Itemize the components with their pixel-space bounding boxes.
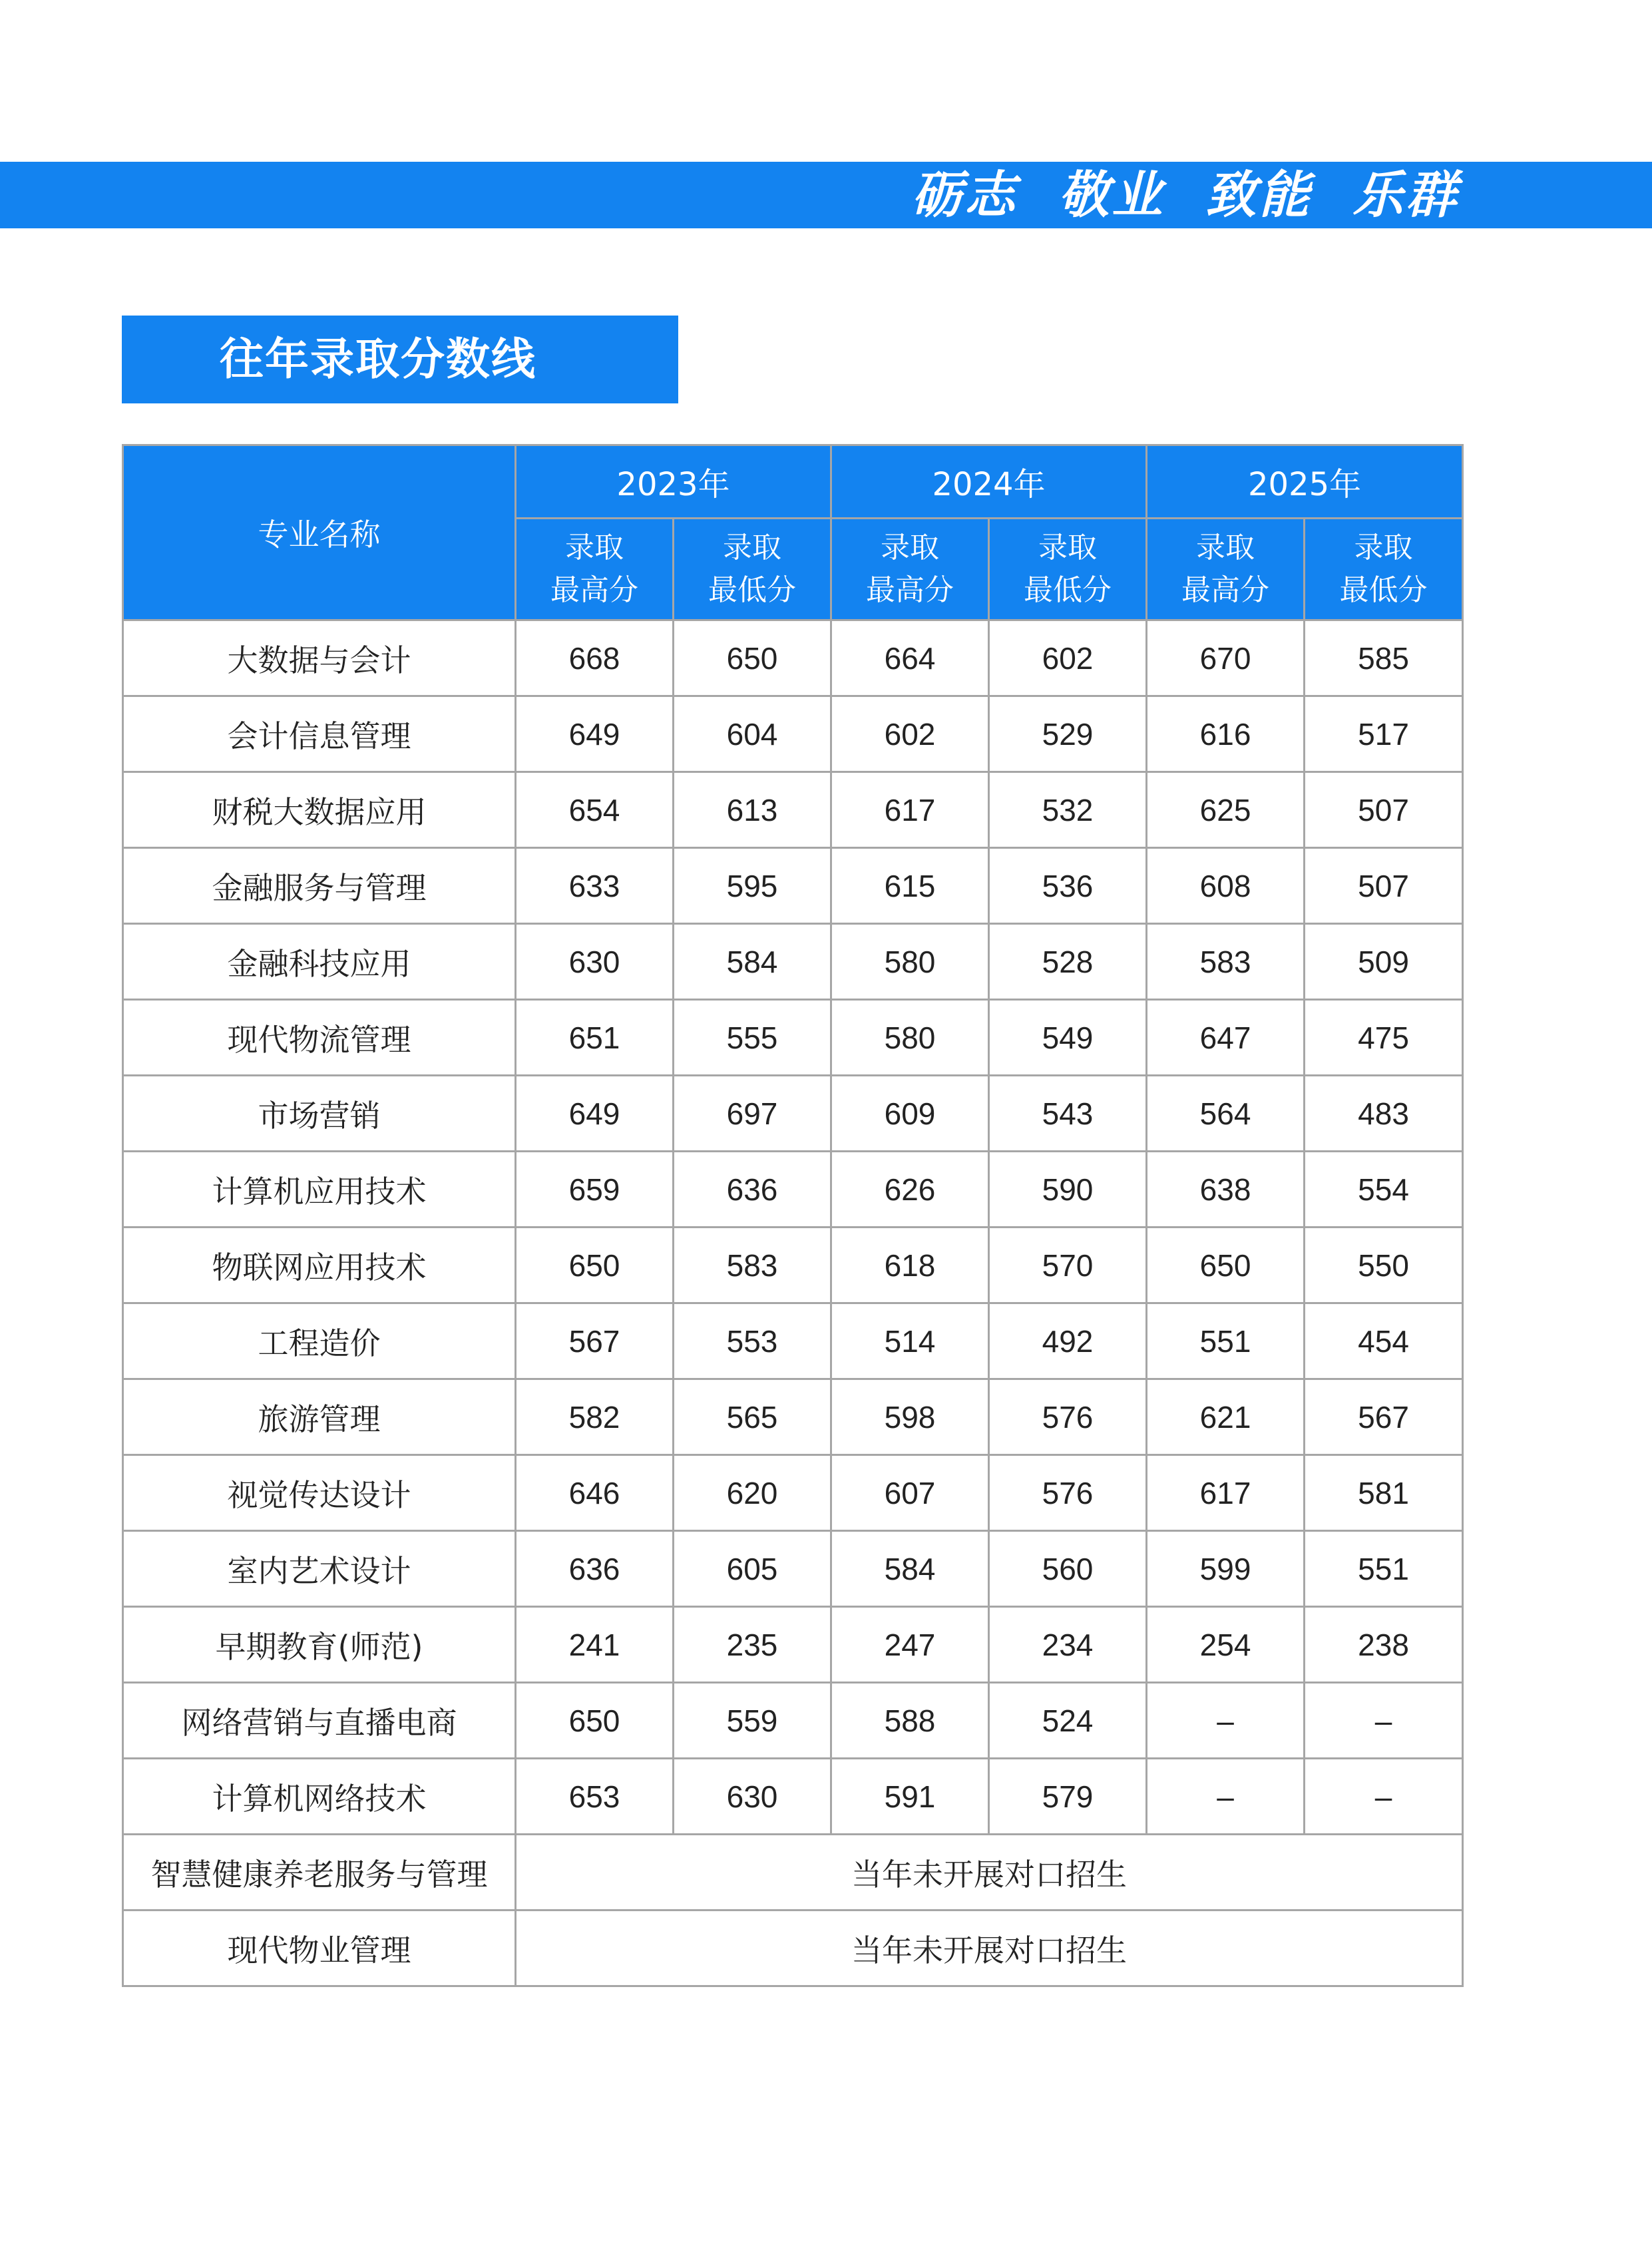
score-cell: 254 (1147, 1607, 1305, 1683)
score-cell: 590 (989, 1152, 1147, 1228)
score-cell: – (1305, 1759, 1463, 1835)
score-cell: 580 (831, 924, 989, 1000)
table-body (123, 620, 1463, 1986)
score-cell: 605 (674, 1531, 831, 1607)
score-cell: 625 (1147, 772, 1305, 848)
score-cell: 630 (674, 1759, 831, 1835)
score-cell: 650 (674, 620, 831, 696)
score-cell: 647 (1147, 1000, 1305, 1076)
score-cell: 570 (989, 1228, 1147, 1303)
table-row (123, 1835, 1463, 1910)
score-cell: 483 (1305, 1076, 1463, 1152)
score-cell: 581 (1305, 1455, 1463, 1531)
score-cell: 564 (1147, 1076, 1305, 1152)
score-cell: 247 (831, 1607, 989, 1683)
score-cell: 560 (989, 1531, 1147, 1607)
score-cell: 234 (989, 1607, 1147, 1683)
score-cell: 550 (1305, 1228, 1463, 1303)
score-cell: 579 (989, 1759, 1147, 1835)
score-cell: 585 (1305, 620, 1463, 696)
score-cell: 475 (1305, 1000, 1463, 1076)
major-name-cell: 市场营销 (123, 1076, 516, 1152)
score-cell: 613 (674, 772, 831, 848)
table-row (123, 1000, 1463, 1076)
major-name-cell: 视觉传达设计 (123, 1455, 516, 1531)
score-cell: 532 (989, 772, 1147, 848)
column-header-year-2025: 2025年 (1147, 445, 1463, 519)
score-cell: 554 (1305, 1152, 1463, 1228)
table-row (123, 772, 1463, 848)
score-cell: 551 (1305, 1531, 1463, 1607)
score-cell: 653 (516, 1759, 674, 1835)
score-cell: 650 (516, 1228, 674, 1303)
score-cell: 524 (989, 1683, 1147, 1759)
score-cell: 583 (1147, 924, 1305, 1000)
score-cell: – (1147, 1759, 1305, 1835)
score-cell: 659 (516, 1152, 674, 1228)
score-cell: 646 (516, 1455, 674, 1531)
score-cell: 567 (1305, 1379, 1463, 1455)
score-cell: 517 (1305, 696, 1463, 772)
score-cell: 668 (516, 620, 674, 696)
column-header-min-score: 录取 最低分 (989, 519, 1147, 620)
major-name-cell: 金融服务与管理 (123, 848, 516, 924)
score-cell: 607 (831, 1455, 989, 1531)
score-cell: 621 (1147, 1379, 1305, 1455)
table-row (123, 1076, 1463, 1152)
table-row (123, 1228, 1463, 1303)
table-row (123, 696, 1463, 772)
score-cell: 235 (674, 1607, 831, 1683)
table-row (123, 1910, 1463, 1986)
score-cell: 529 (989, 696, 1147, 772)
table-row (123, 620, 1463, 696)
score-cell: 609 (831, 1076, 989, 1152)
score-cell: 636 (516, 1531, 674, 1607)
top-banner (0, 162, 1652, 228)
column-header-max-score: 录取 最高分 (831, 519, 989, 620)
section-title: 往年录取分数线 (220, 334, 536, 385)
score-cell: 670 (1147, 620, 1305, 696)
score-cell: 580 (831, 1000, 989, 1076)
score-cell: 651 (516, 1000, 674, 1076)
table-row (123, 924, 1463, 1000)
major-name-cell: 工程造价 (123, 1303, 516, 1379)
score-cell: 650 (516, 1683, 674, 1759)
score-cell: 630 (516, 924, 674, 1000)
score-cell: 514 (831, 1303, 989, 1379)
table-row (123, 1379, 1463, 1455)
score-cell: 617 (831, 772, 989, 848)
table-row (123, 1607, 1463, 1683)
school-motto: 砺志 敬业 致能 乐群 (911, 165, 1459, 224)
column-header-year-2023: 2023年 (516, 445, 831, 519)
major-name-cell: 财税大数据应用 (123, 772, 516, 848)
table-row (123, 848, 1463, 924)
score-cell: 536 (989, 848, 1147, 924)
score-cell: 555 (674, 1000, 831, 1076)
score-cell: 633 (516, 848, 674, 924)
table-row (123, 1683, 1463, 1759)
major-name-cell: 网络营销与直播电商 (123, 1683, 516, 1759)
score-cell: 604 (674, 696, 831, 772)
score-cell: 583 (674, 1228, 831, 1303)
score-cell: 238 (1305, 1607, 1463, 1683)
score-cell: 636 (674, 1152, 831, 1228)
major-name-cell: 智慧健康养老服务与管理 (123, 1835, 516, 1910)
table-row (123, 1759, 1463, 1835)
score-cell: 649 (516, 1076, 674, 1152)
score-cell: 241 (516, 1607, 674, 1683)
column-header-major: 专业名称 (123, 445, 516, 620)
score-cell: – (1147, 1683, 1305, 1759)
score-cell: 602 (831, 696, 989, 772)
score-cell: 576 (989, 1379, 1147, 1455)
major-name-cell: 计算机网络技术 (123, 1759, 516, 1835)
column-header-max-score: 录取 最高分 (516, 519, 674, 620)
score-cell: 528 (989, 924, 1147, 1000)
major-name-cell: 旅游管理 (123, 1379, 516, 1455)
major-name-cell: 计算机应用技术 (123, 1152, 516, 1228)
column-header-min-score: 录取 最低分 (674, 519, 831, 620)
no-enrollment-note: 当年未开展对口招生 (516, 1835, 1463, 1910)
score-cell: 620 (674, 1455, 831, 1531)
no-enrollment-note: 当年未开展对口招生 (516, 1910, 1463, 1986)
score-cell: 602 (989, 620, 1147, 696)
score-cell: 598 (831, 1379, 989, 1455)
major-name-cell: 现代物流管理 (123, 1000, 516, 1076)
table-row (123, 1303, 1463, 1379)
table-row (123, 1531, 1463, 1607)
score-cell: 615 (831, 848, 989, 924)
score-cell: – (1305, 1683, 1463, 1759)
score-cell: 507 (1305, 848, 1463, 924)
score-cell: 697 (674, 1076, 831, 1152)
score-cell: 608 (1147, 848, 1305, 924)
column-header-max-score: 录取 最高分 (1147, 519, 1305, 620)
table-row (123, 1152, 1463, 1228)
major-name-cell: 早期教育(师范) (123, 1607, 516, 1683)
score-cell: 595 (674, 848, 831, 924)
score-cell: 492 (989, 1303, 1147, 1379)
score-cell: 650 (1147, 1228, 1305, 1303)
major-name-cell: 现代物业管理 (123, 1910, 516, 1986)
score-cell: 626 (831, 1152, 989, 1228)
score-cell: 507 (1305, 772, 1463, 848)
score-cell: 565 (674, 1379, 831, 1455)
score-cell: 654 (516, 772, 674, 848)
score-cell: 584 (674, 924, 831, 1000)
score-cell: 549 (989, 1000, 1147, 1076)
score-cell: 588 (831, 1683, 989, 1759)
score-cell: 553 (674, 1303, 831, 1379)
score-cell: 649 (516, 696, 674, 772)
major-name-cell: 金融科技应用 (123, 924, 516, 1000)
column-header-year-2024: 2024年 (831, 445, 1147, 519)
major-name-cell: 会计信息管理 (123, 696, 516, 772)
score-cell: 617 (1147, 1455, 1305, 1531)
score-cell: 616 (1147, 696, 1305, 772)
major-name-cell: 室内艺术设计 (123, 1531, 516, 1607)
score-cell: 664 (831, 620, 989, 696)
score-cell: 509 (1305, 924, 1463, 1000)
score-cell: 638 (1147, 1152, 1305, 1228)
score-cell: 543 (989, 1076, 1147, 1152)
section-title-bar (122, 316, 678, 403)
score-cell: 584 (831, 1531, 989, 1607)
score-cell: 582 (516, 1379, 674, 1455)
column-header-min-score: 录取 最低分 (1305, 519, 1463, 620)
major-name-cell: 物联网应用技术 (123, 1228, 516, 1303)
score-cell: 599 (1147, 1531, 1305, 1607)
score-cell: 567 (516, 1303, 674, 1379)
score-cell: 618 (831, 1228, 989, 1303)
score-cell: 591 (831, 1759, 989, 1835)
score-cell: 576 (989, 1455, 1147, 1531)
score-cell: 559 (674, 1683, 831, 1759)
major-name-cell: 大数据与会计 (123, 620, 516, 696)
admission-score-table (122, 444, 1464, 1987)
score-cell: 454 (1305, 1303, 1463, 1379)
score-cell: 551 (1147, 1303, 1305, 1379)
table-row (123, 1455, 1463, 1531)
